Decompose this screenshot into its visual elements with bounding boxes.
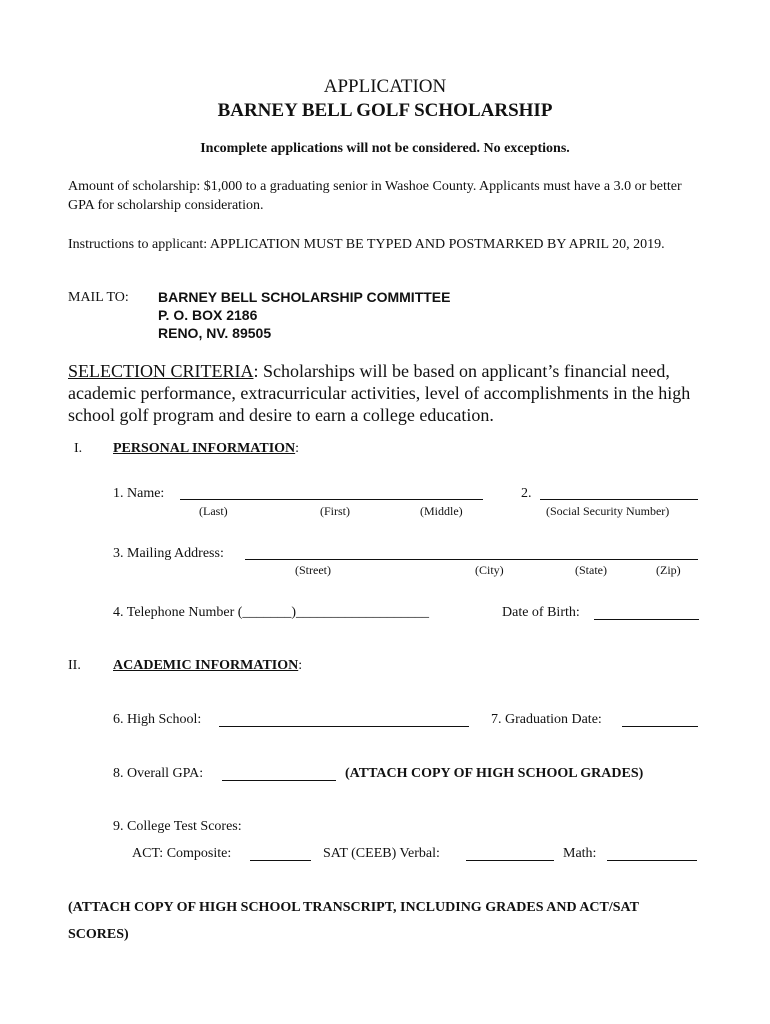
amount-paragraph: Amount of scholarship: $1,000 to a graduating senior in Washoe County. Applicants must have a 3.0 or better GPA for scholarship consideration. bbox=[68, 179, 682, 213]
act-field[interactable] bbox=[250, 860, 311, 861]
transcript-note-line1: (ATTACH COPY OF HIGH SCHOOL TRANSCRIPT, INCLUDING GRADES AND ACT/SAT bbox=[68, 900, 639, 915]
math-field[interactable] bbox=[607, 860, 697, 861]
ssn-number: 2. bbox=[521, 486, 532, 501]
mail-to-label: MAIL TO: bbox=[68, 290, 129, 305]
selection-criteria-label: SELECTION CRITERIA bbox=[68, 361, 254, 381]
name-label: 1. Name: bbox=[113, 486, 165, 501]
address-label: 3. Mailing Address: bbox=[113, 546, 224, 561]
mail-address-line3: RENO, NV. 89505 bbox=[158, 325, 272, 341]
graduation-label: 7. Graduation Date: bbox=[491, 712, 602, 727]
transcript-note-line2: SCORES) bbox=[68, 927, 129, 942]
sat-verbal-label: SAT (CEEB) Verbal: bbox=[323, 846, 440, 861]
address-field[interactable] bbox=[245, 559, 698, 560]
sub-last: (Last) bbox=[199, 504, 228, 518]
graduation-field[interactable] bbox=[622, 726, 698, 727]
heading-colon: : bbox=[298, 658, 303, 673]
telephone-label: 4. Telephone Number (_______)___________________ bbox=[113, 605, 430, 620]
high-school-field[interactable] bbox=[219, 726, 469, 727]
sub-city: (City) bbox=[475, 563, 504, 577]
section2-heading bbox=[113, 658, 302, 674]
test-scores-label: 9. College Test Scores: bbox=[113, 819, 242, 834]
gpa-label: 8. Overall GPA: bbox=[113, 766, 204, 781]
gpa-attach-note: (ATTACH COPY OF HIGH SCHOOL GRADES) bbox=[345, 766, 644, 781]
section1-numeral: I. bbox=[74, 441, 83, 456]
personal-info-heading: PERSONAL INFORMATION bbox=[113, 441, 296, 456]
sub-state: (State) bbox=[575, 563, 607, 577]
section1-heading bbox=[113, 441, 299, 457]
section2-numeral: II. bbox=[68, 658, 81, 673]
academic-info-heading: ACADEMIC INFORMATION bbox=[113, 658, 299, 673]
selection-criteria bbox=[68, 360, 708, 426]
sub-middle: (Middle) bbox=[420, 504, 463, 518]
sub-zip: (Zip) bbox=[656, 563, 681, 577]
incomplete-warning: Incomplete applications will not be considered. No exceptions. bbox=[200, 141, 570, 156]
mail-address-line2: P. O. BOX 2186 bbox=[158, 307, 258, 323]
selection-criteria-text: : Scholarships will be based on applicant’s financial need, academic performance, extracurricular activities, level of accomplishments in the high school golf program and desire to earn a college education. bbox=[68, 361, 691, 425]
high-school-label: 6. High School: bbox=[113, 712, 202, 727]
math-label: Math: bbox=[563, 846, 597, 861]
dob-label: Date of Birth: bbox=[502, 605, 580, 620]
sub-first: (First) bbox=[320, 504, 350, 518]
sat-verbal-field[interactable] bbox=[466, 860, 554, 861]
sub-ssn: (Social Security Number) bbox=[546, 504, 670, 518]
mail-address-line1: BARNEY BELL SCHOLARSHIP COMMITTEE bbox=[158, 289, 451, 305]
ssn-field[interactable] bbox=[540, 499, 698, 500]
dob-field[interactable] bbox=[594, 619, 699, 620]
instructions-paragraph: Instructions to applicant: APPLICATION MUST BE TYPED AND POSTMARKED BY APRIL 20, 2019. bbox=[68, 237, 665, 252]
sub-street: (Street) bbox=[295, 563, 331, 577]
document-title: APPLICATION bbox=[323, 76, 447, 97]
act-label: ACT: Composite: bbox=[132, 846, 232, 861]
name-field[interactable] bbox=[180, 499, 483, 500]
gpa-field[interactable] bbox=[222, 780, 336, 781]
scholarship-title: BARNEY BELL GOLF SCHOLARSHIP bbox=[217, 100, 553, 121]
heading-colon: : bbox=[295, 441, 300, 456]
